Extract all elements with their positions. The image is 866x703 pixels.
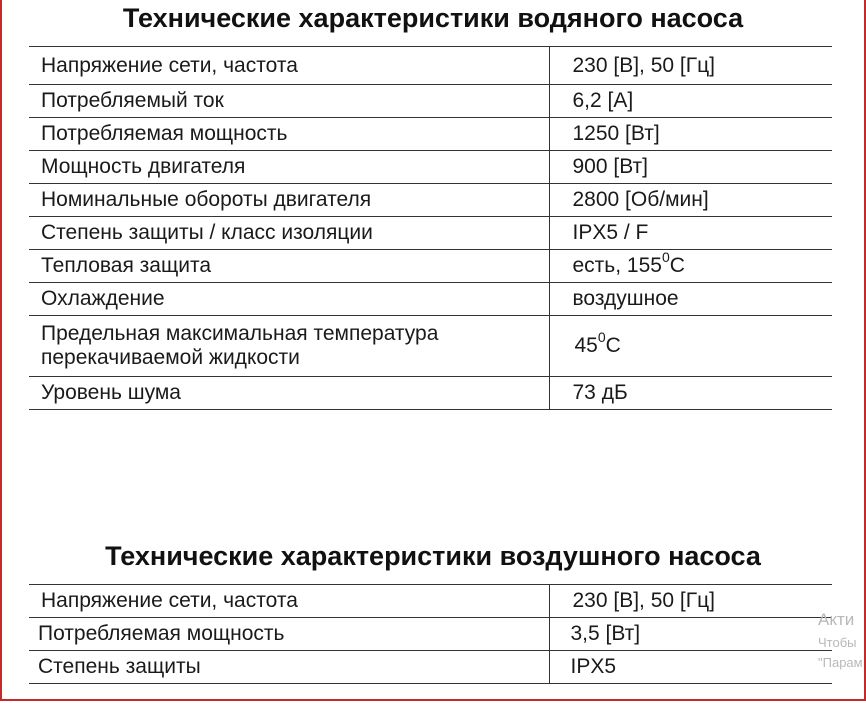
value-unit: С — [605, 334, 621, 357]
param-value: 230 [В], 50 [Гц] — [549, 47, 832, 85]
param-value: 900 [Вт] — [549, 151, 832, 184]
param-label: Потребляемый ток — [29, 85, 549, 118]
air-pump-title: Технические характеристики воздушного насоса — [105, 541, 761, 571]
param-label: Мощность двигателя — [29, 151, 549, 184]
param-label: Потребляемая мощность — [29, 618, 549, 651]
value-number: 45 — [574, 334, 598, 357]
table-row — [29, 151, 832, 184]
activation-watermark-line: Акти — [818, 610, 855, 629]
param-label: Уровень шума — [29, 377, 549, 410]
table-row — [29, 85, 832, 118]
param-value: IPX5 — [549, 651, 832, 684]
activation-watermark-line: "Парам — [818, 655, 863, 670]
param-value: IPX5 / F — [549, 217, 832, 250]
water-pump-title: Технические характеристики водяного насоса — [122, 3, 744, 33]
param-label: Степень защиты / класс изоляции — [29, 217, 549, 250]
table-row — [29, 118, 832, 151]
param-value — [549, 250, 832, 283]
param-label-line: Предельная максимальная температура — [41, 322, 439, 345]
param-label-line: перекачиваемой жидкости — [41, 346, 300, 369]
param-value: воздушное — [549, 283, 832, 316]
table-row — [29, 377, 832, 410]
value-unit: С — [669, 254, 685, 277]
param-value: 230 [В], 50 [Гц] — [549, 585, 832, 618]
param-label: Степень защиты — [29, 651, 549, 684]
table-row — [29, 585, 832, 618]
degree-superscript: 0 — [661, 249, 670, 265]
param-value — [549, 316, 832, 377]
param-label — [29, 316, 549, 377]
param-value: 73 дБ — [549, 377, 832, 410]
value-number: есть, 155 — [572, 254, 662, 277]
activation-watermark-line: Чтобы — [818, 635, 857, 650]
table-row — [29, 283, 832, 316]
param-label: Напряжение сети, частота — [29, 47, 549, 85]
table-row — [29, 618, 832, 651]
param-label: Тепловая защита — [29, 250, 549, 283]
param-value: 2800 [Об/мин] — [549, 184, 832, 217]
param-value: 6,2 [А] — [549, 85, 832, 118]
water-pump-spec-table — [29, 46, 832, 410]
param-label: Потребляемая мощность — [29, 118, 549, 151]
degree-superscript: 0 — [597, 329, 606, 345]
table-row — [29, 217, 832, 250]
param-label: Напряжение сети, частота — [29, 585, 549, 618]
param-value: 3,5 [Вт] — [549, 618, 832, 651]
table-row — [29, 47, 832, 85]
table-row — [29, 651, 832, 684]
param-label: Охлаждение — [29, 283, 549, 316]
table-row — [29, 316, 832, 377]
param-value: 1250 [Вт] — [549, 118, 832, 151]
table-row — [29, 250, 832, 283]
param-label: Номинальные обороты двигателя — [29, 184, 549, 217]
air-pump-spec-table — [29, 584, 832, 684]
table-row — [29, 184, 832, 217]
